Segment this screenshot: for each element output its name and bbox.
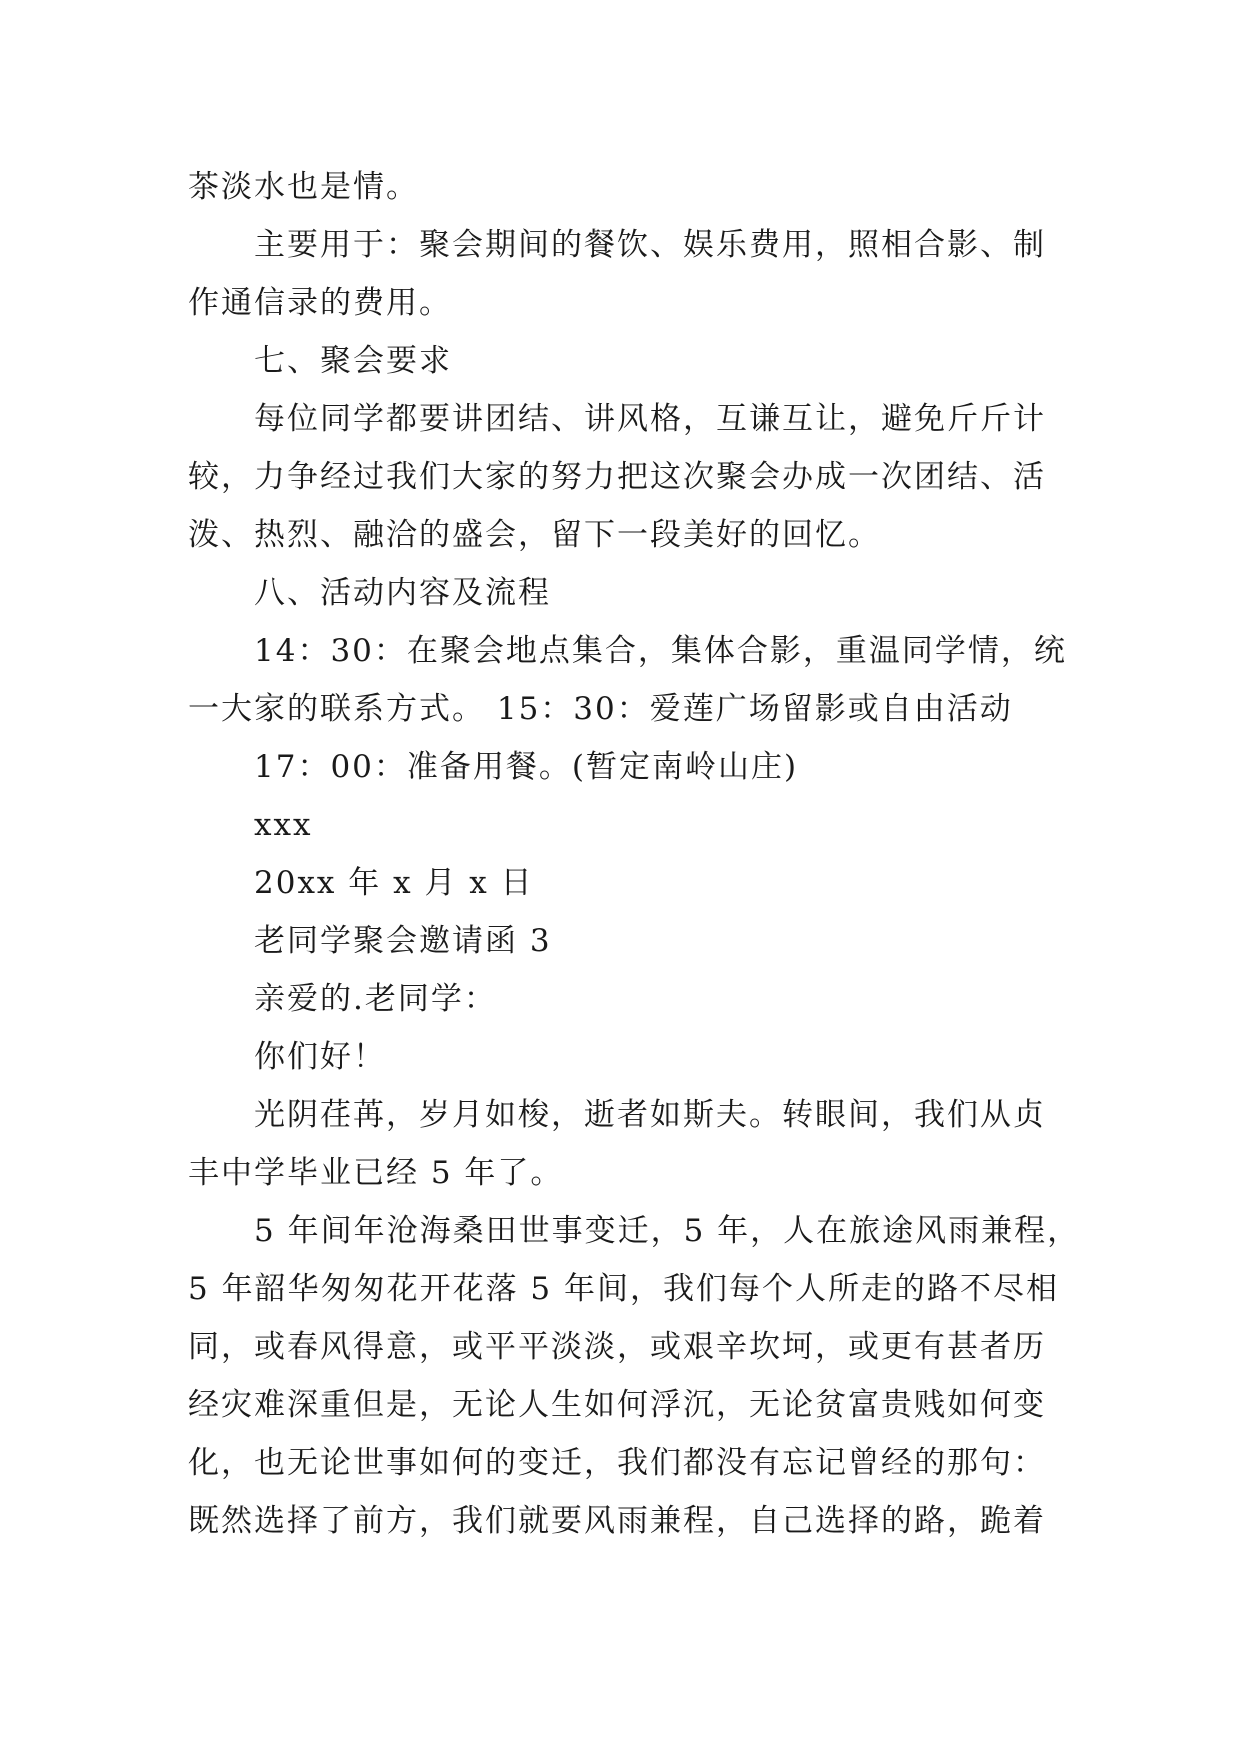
text-line: 5 年间年沧海桑田世事变迁，5 年，人在旅途风雨兼程，: [254, 1213, 1081, 1249]
text-line: 主要用于：聚会期间的餐饮、娱乐费用，照相合影、制: [254, 227, 1046, 263]
text-line: 经灾难深重但是，无论人生如何浮沉，无论贫富贵贱如何变: [188, 1387, 1046, 1423]
text-line: 作通信录的费用。: [188, 285, 452, 321]
text-line: 既然选择了前方，我们就要风雨兼程，自己选择的路，跪着: [188, 1503, 1046, 1539]
text-line: 5 年韶华匆匆花开花落 5 年间，我们每个人所走的路不尽相: [188, 1271, 1060, 1307]
section-heading: 八、活动内容及流程: [254, 575, 551, 611]
salutation: 亲爱的.老同学：: [254, 981, 497, 1017]
letter-title: 老同学聚会邀请函 3: [254, 923, 552, 959]
text-line: 每位同学都要讲团结、讲风格，互谦互让，避免斤斤计: [254, 401, 1046, 437]
section-heading: 七、聚会要求: [254, 343, 452, 379]
document-body: [188, 158, 1081, 1550]
text-line: 一大家的联系方式。 15：30：爱莲广场留影或自由活动: [188, 691, 1013, 727]
text-line: 泼、热烈、融洽的盛会，留下一段美好的回忆。: [188, 517, 881, 553]
text-line: 17：00：准备用餐。(暂定南岭山庄): [254, 749, 799, 785]
text-line: 化，也无论世事如何的变迁，我们都没有忘记曾经的那句：: [188, 1445, 1046, 1481]
text-line: 丰中学毕业已经 5 年了。: [188, 1155, 564, 1191]
text-line: 同，或春风得意，或平平淡淡，或艰辛坎坷，或更有甚者历: [188, 1329, 1046, 1365]
greeting: 你们好！: [254, 1039, 386, 1075]
text-line: 茶淡水也是情。: [188, 169, 419, 205]
text-line: 光阴荏苒，岁月如梭，逝者如斯夫。转眼间，我们从贞: [254, 1097, 1046, 1133]
signature-date: 20xx 年 x 月 x 日: [254, 865, 534, 901]
text-line: 较，力争经过我们大家的努力把这次聚会办成一次团结、活: [188, 459, 1046, 495]
signature-name: xxx: [254, 807, 313, 843]
text-line: 14：30：在聚会地点集合，集体合影，重温同学情，统: [254, 633, 1067, 669]
